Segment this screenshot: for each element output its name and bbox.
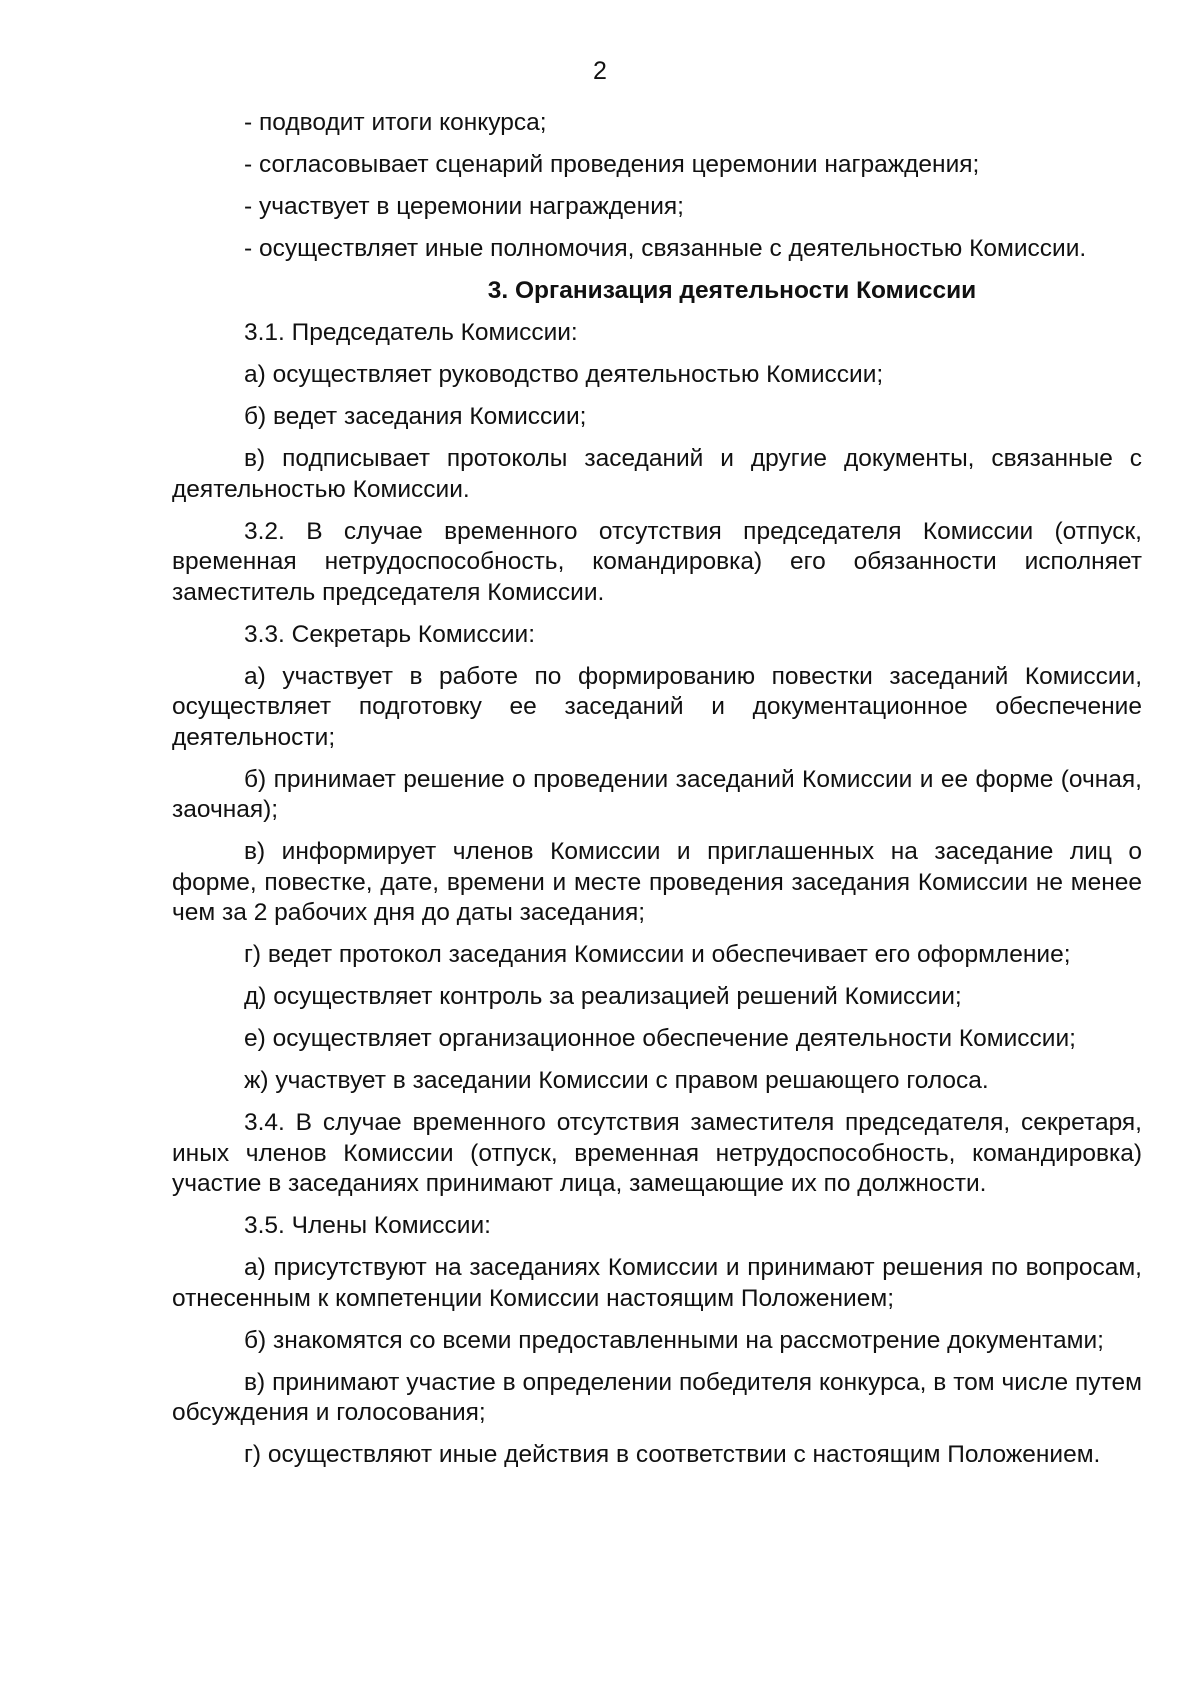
paragraph: г) ведет протокол заседания Комиссии и обеспечивает его оформление; xyxy=(244,941,1071,968)
section-heading: 3. Организация деятельности Комиссии xyxy=(487,277,977,304)
paragraph: 3.1. Председатель Комиссии: xyxy=(244,319,578,346)
paragraph: б) принимает решение о проведении заседаний Комиссии и ее форме (очная, заочная); xyxy=(172,765,1142,823)
paragraph: в) информирует членов Комиссии и приглашенных на заседание лиц о форме, повестке, дате, времени и месте проведения заседания Комиссии не менее чем за 2 рабочих дня до даты заседания; xyxy=(172,838,1142,926)
page-number: 2 xyxy=(593,57,607,85)
paragraph: д) осуществляет контроль за реализацией решений Комиссии; xyxy=(244,983,962,1010)
paragraph: г) осуществляют иные действия в соответствии с настоящим Положением. xyxy=(244,1441,1101,1468)
paragraph: - согласовывает сценарий проведения церемонии награждения; xyxy=(244,151,980,178)
paragraph: в) подписывает протоколы заседаний и другие документы, связанные с деятельностью Комиссии. xyxy=(172,445,1142,503)
paragraph: а) участвует в работе по формированию повестки заседаний Комиссии, осуществляет подготовку ее заседаний и документационное обеспечение деятельности; xyxy=(172,662,1142,751)
paragraph: 3.3. Секретарь Комиссии: xyxy=(244,620,536,648)
paragraph: 3.4. В случае временного отсутствия заместителя председателя, секретаря, иных членов Комиссии (отпуск, временная нетрудоспособность, командировка) участие в заседаниях принимают лица, замещающие их по должности. xyxy=(172,1109,1142,1197)
paragraph: б) ведет заседания Комиссии; xyxy=(244,403,587,430)
paragraph: б) знакомятся со всеми предоставленными на рассмотрение документами; xyxy=(244,1326,1104,1354)
paragraph: а) присутствуют на заседаниях Комиссии и принимают решения по вопросам, отнесенным к компетенции Комиссии настоящим Положением; xyxy=(172,1254,1142,1312)
paragraph: - подводит итоги конкурса; xyxy=(244,109,547,136)
paragraph: - осуществляет иные полномочия, связанные с деятельностью Комиссии. xyxy=(244,235,1087,262)
paragraph: - участвует в церемонии награждения; xyxy=(244,193,684,220)
paragraph: 3.2. В случае временного отсутствия председателя Комиссии (отпуск, временная нетрудоспособность, командировка) его обязанности исполняет заместитель председателя Комиссии. xyxy=(172,517,1142,606)
paragraph: е) осуществляет организационное обеспечение деятельности Комиссии; xyxy=(244,1025,1076,1052)
paragraph: 3.5. Члены Комиссии: xyxy=(244,1212,491,1239)
paragraph: ж) участвует в заседании Комиссии с правом решающего голоса. xyxy=(244,1067,989,1094)
paragraph: а) осуществляет руководство деятельностью Комиссии; xyxy=(244,361,884,388)
paragraph: в) принимают участие в определении победителя конкурса, в том числе путем обсуждения и голосования; xyxy=(172,1368,1142,1426)
document-body xyxy=(172,108,1142,1482)
